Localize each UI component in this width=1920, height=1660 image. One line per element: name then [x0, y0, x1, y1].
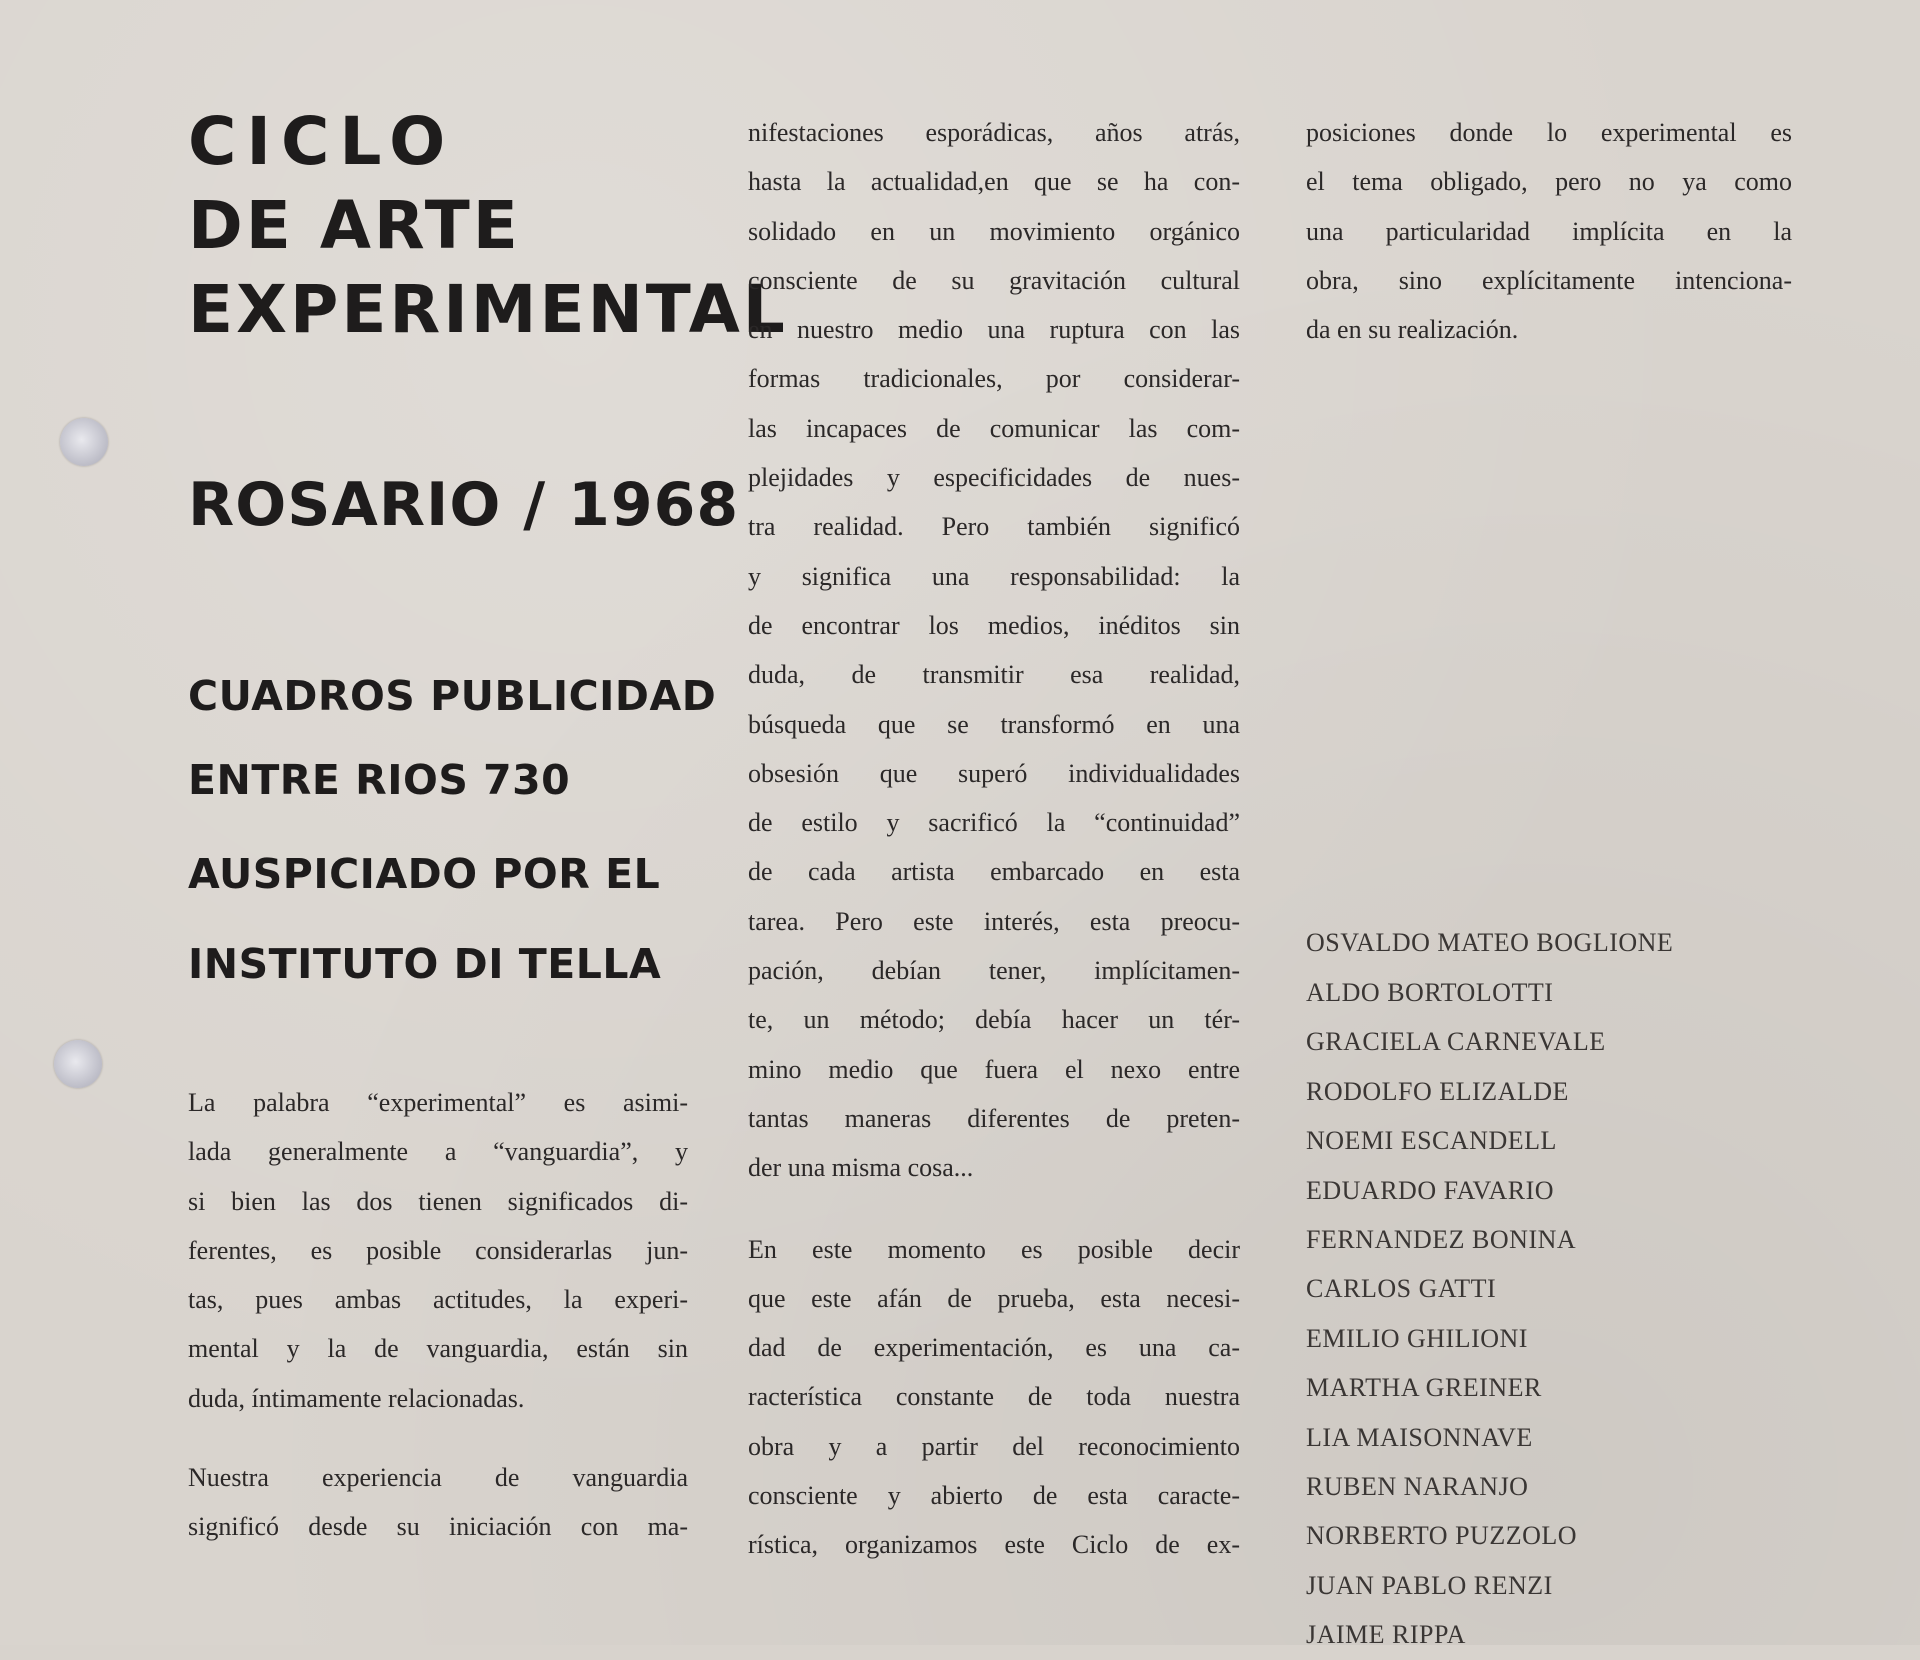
text-line: de encontrar los medios, inéditos sin [748, 610, 1240, 640]
artist-name: RODOLFO ELIZALDE [1306, 1076, 1569, 1106]
text-line: significó desde su iniciación con ma- [188, 1512, 688, 1542]
text-line: una particularidad implícita en la [1306, 216, 1792, 246]
artist-name: GRACIELA CARNEVALE [1306, 1027, 1606, 1057]
artist-name: JUAN PABLO RENZI [1306, 1570, 1553, 1600]
text-line: der una misma cosa... [748, 1153, 974, 1183]
punch-hole [60, 418, 108, 466]
title-line-2: DE ARTE [188, 187, 521, 264]
text-line: Nuestra experiencia de vanguardia [188, 1463, 688, 1493]
place-date: ROSARIO / 1968 [188, 470, 740, 540]
title-line-1: CICLO [188, 103, 456, 180]
text-line: rística, organizamos este Ciclo de ex- [748, 1530, 1240, 1560]
text-line: obra, sino explícitamente intenciona- [1306, 265, 1792, 295]
text-line: ferentes, es posible considerarlas jun- [188, 1235, 688, 1265]
text-line: plejidades y especificidades de nues- [748, 463, 1240, 493]
text-line: consciente de su gravitación cultural [748, 265, 1240, 295]
text-line: de cada artista embarcado en esta [748, 857, 1240, 887]
text-line: mino medio que fuera el nexo entre [748, 1054, 1240, 1084]
text-line: tra realidad. Pero también significó [748, 512, 1240, 542]
text-line: las incapaces de comunicar las com- [748, 413, 1240, 443]
artist-name: FERNANDEZ BONINA [1306, 1224, 1577, 1254]
text-line: mental y la de vanguardia, están sin [188, 1334, 688, 1364]
right-paragraph-1 [1306, 108, 1792, 354]
left-column [188, 100, 788, 1552]
intro-paragraph-1 [188, 1078, 688, 1423]
artist-name: EDUARDO FAVARIO [1306, 1175, 1555, 1205]
artist-name: ALDO BORTOLOTTI [1306, 977, 1554, 1007]
text-line: hasta la actualidad,en que se ha con- [748, 167, 1240, 197]
text-line: obsesión que superó individualidades [748, 758, 1240, 788]
text-line: tarea. Pero este interés, esta preocu- [748, 906, 1240, 936]
text-line: lada generalmente a “vanguardia”, y [188, 1137, 688, 1167]
middle-paragraph-1 [748, 108, 1240, 1193]
middle-column [748, 108, 1240, 1570]
text-line: de estilo y sacrificó la “continuidad” [748, 808, 1240, 838]
text-line: te, un método; debía hacer un tér- [748, 1005, 1240, 1035]
text-line: duda, íntimamente relacionadas. [188, 1383, 525, 1413]
punch-hole [54, 1040, 102, 1088]
info-line-2: ENTRE RIOS 730 [188, 756, 571, 804]
text-line: La palabra “experimental” es asimi- [188, 1088, 688, 1117]
artist-name: NORBERTO PUZZOLO [1306, 1521, 1578, 1551]
text-line: si bien las dos tienen significados di- [188, 1186, 688, 1216]
text-line: y significa una responsabilidad: la [748, 561, 1240, 591]
artist-name: RUBEN NARANJO [1306, 1471, 1529, 1501]
info-line-3: AUSPICIADO POR EL [188, 850, 661, 898]
text-line: búsqueda que se transformó en una [748, 709, 1240, 739]
artist-name: JAIME RIPPA [1306, 1620, 1466, 1650]
text-line: da en su realización. [1306, 315, 1519, 345]
artist-name: EMILIO GHILIONI [1306, 1323, 1528, 1353]
artist-list [1306, 918, 1792, 1659]
artist-name: LIA MAISONNAVE [1306, 1422, 1533, 1452]
text-line: tantas maneras diferentes de preten- [748, 1103, 1240, 1133]
text-line: el tema obligado, pero no ya como [1306, 167, 1792, 197]
middle-paragraph-2 [748, 1225, 1240, 1570]
artist-name: MARTHA GREINER [1306, 1373, 1542, 1403]
text-line: duda, de transmitir esa realidad, [748, 660, 1240, 690]
artist-name: CARLOS GATTI [1306, 1274, 1497, 1304]
text-line: dad de experimentación, es una ca- [748, 1333, 1240, 1363]
info-line-4: INSTITUTO DI TELLA [188, 940, 662, 988]
text-line: tas, pues ambas actitudes, la experi- [188, 1285, 688, 1315]
text-line: consciente y abierto de esta caracte- [748, 1481, 1240, 1511]
text-line: racterística constante de toda nuestra [748, 1382, 1240, 1412]
title-line-3: EXPERIMENTAL [188, 271, 788, 348]
intro-paragraph-2 [188, 1453, 688, 1552]
info-line-1: CUADROS PUBLICIDAD [188, 672, 717, 720]
artist-name: NOEMI ESCANDELL [1306, 1126, 1557, 1156]
text-line: formas tradicionales, por considerar- [748, 364, 1240, 394]
right-column [1306, 108, 1792, 1660]
text-line: que este afán de prueba, esta necesi- [748, 1283, 1240, 1313]
text-line: pación, debían tener, implícitamen- [748, 956, 1240, 986]
text-line: obra y a partir del reconocimiento [748, 1431, 1240, 1461]
text-line: En este momento es posible decir [748, 1234, 1240, 1264]
text-line: en nuestro medio una ruptura con las [748, 315, 1240, 345]
text-line: nifestaciones esporádicas, años atrás, [748, 118, 1240, 147]
text-line: posiciones donde lo experimental es [1306, 118, 1792, 147]
artist-name: OSVALDO MATEO BOGLIONE [1306, 928, 1674, 958]
text-line: solidado en un movimiento orgánico [748, 216, 1240, 246]
